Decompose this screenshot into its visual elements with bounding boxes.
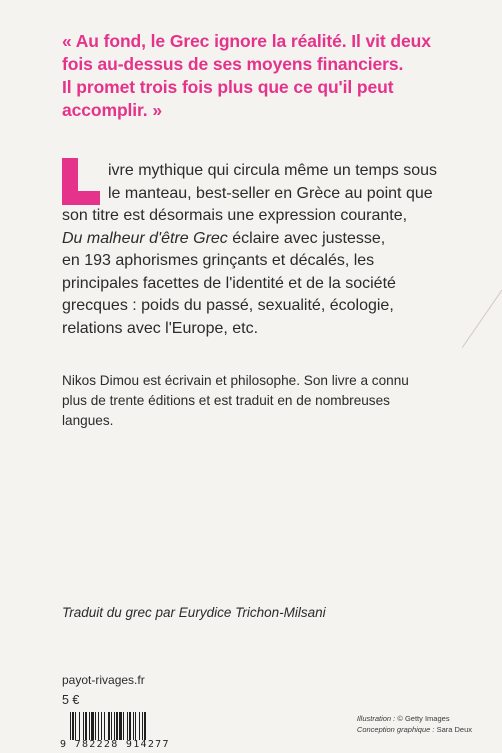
- bio-line: plus de trente éditions et est traduit en de nombreuses: [62, 393, 390, 408]
- credits-block: [357, 713, 472, 735]
- description-line: ivre mythique qui circula même un temps sous: [108, 162, 438, 179]
- description-line: le manteau, best-seller en Grèce au point que: [108, 184, 433, 202]
- isbn-number: 9 782228 914277: [60, 739, 170, 750]
- description-line: grecques : poids du passé, sexualité, écologie,: [62, 297, 394, 314]
- illustration-credit: Illustration : © Getty Images: [356, 714, 450, 723]
- quote-line: fois au-dessus de ses moyens financiers.: [62, 54, 404, 74]
- bio-line: langues.: [62, 413, 114, 428]
- quote-line: Il promet trois fois plus que ce qu'il peut: [62, 77, 394, 97]
- description-line: relations avec l'Europe, etc.: [62, 319, 259, 337]
- barcode-bars-icon: [70, 712, 198, 740]
- publisher-website: payot-rivages.fr: [62, 673, 145, 687]
- translator-credit: Traduit du grec par Eurydice Trichon-Milsani: [62, 605, 326, 620]
- author-bio: [62, 371, 472, 431]
- description-line: [62, 228, 472, 251]
- book-description: [62, 160, 472, 340]
- quote-line: accomplir. »: [62, 100, 162, 120]
- description-line: en 193 aphorismes grinçants et décalés, les: [62, 252, 375, 269]
- description-line: son titre est désormais une expression courante,: [62, 207, 408, 224]
- bio-line: Nikos Dimou est écrivain et philosophe. Son livre a connu: [62, 373, 409, 388]
- pull-quote: [62, 30, 482, 122]
- price-label: 5 €: [62, 693, 80, 707]
- page-edge-line: [462, 290, 502, 350]
- book-title: Du malheur d'être Grec: [62, 229, 228, 247]
- design-credit: Conception graphique : Sara Deux: [356, 725, 472, 734]
- description-line: principales facettes de l'identité et de la société: [62, 274, 396, 292]
- isbn-barcode: [60, 712, 198, 752]
- quote-line: « Au fond, le Grec ignore la réalité. Il vit deux: [62, 31, 431, 51]
- description-text: éclaire avec justesse,: [227, 229, 386, 247]
